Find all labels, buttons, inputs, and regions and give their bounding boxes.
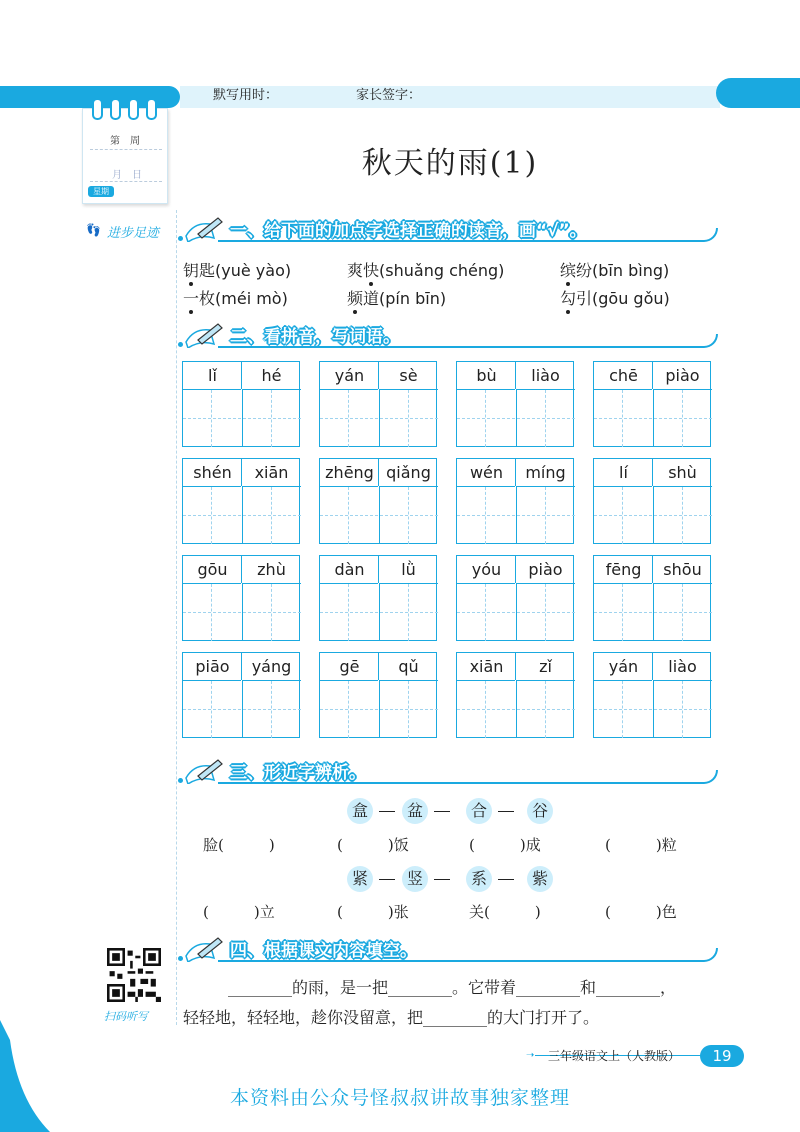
writing-box[interactable]: [183, 583, 241, 641]
calendar-ring-icon: [146, 98, 157, 120]
pinyin-label: shén: [193, 463, 232, 482]
word-cell[interactable]: [182, 555, 300, 641]
writing-box[interactable]: [457, 583, 515, 641]
word-cell[interactable]: [182, 361, 300, 447]
writing-box[interactable]: [653, 680, 712, 738]
writing-box[interactable]: [320, 389, 378, 447]
pinyin-label: qiǎng: [386, 463, 431, 482]
pinyin-label: xiān: [254, 463, 289, 482]
writing-box[interactable]: [457, 389, 515, 447]
dash: [498, 879, 514, 880]
section-dot: [178, 778, 183, 783]
option-item: 爽快(shuǎng chéng): [347, 261, 505, 280]
writing-box[interactable]: [320, 583, 378, 641]
writing-box[interactable]: [457, 680, 515, 738]
writing-box[interactable]: [653, 583, 712, 641]
pinyin-label: shōu: [663, 560, 702, 579]
word-cell[interactable]: [456, 361, 574, 447]
dash: [379, 879, 395, 880]
parent-sign-label: 家长签字：: [356, 88, 422, 103]
blank-item[interactable]: ( )饭: [337, 836, 409, 854]
pinyin-label: lǜ: [401, 560, 416, 579]
pinyin-label: míng: [525, 463, 566, 482]
pinyin-label: lí: [619, 463, 628, 482]
pinyin-label: zhù: [257, 560, 286, 579]
book-label: 三年级语文上（人教版）: [548, 1049, 681, 1063]
word-cell[interactable]: [593, 361, 711, 447]
blank-item[interactable]: ( )立: [203, 903, 275, 921]
writing-box[interactable]: [183, 389, 241, 447]
section2-title: 二、看拼音，写词语。: [230, 327, 400, 347]
section3-header: [182, 758, 722, 784]
section-dot: [178, 236, 183, 241]
writing-box[interactable]: [183, 680, 241, 738]
qr-code-icon[interactable]: [107, 948, 161, 1002]
section4-title: 四、根据课文内容填空。: [230, 941, 417, 961]
section2-header: [182, 322, 722, 348]
calendar-ring-icon: [92, 98, 103, 120]
corner-decoration: [0, 1020, 50, 1132]
page-number: 19: [700, 1045, 744, 1067]
option-item: 钥匙(yuè yào): [183, 261, 292, 280]
calendar-week-label: 第 周: [110, 136, 140, 147]
pinyin-label: sè: [399, 366, 418, 385]
word-cell[interactable]: [182, 652, 300, 738]
pinyin-label: piào: [665, 366, 700, 385]
pinyin-label: piào: [528, 560, 563, 579]
dash: [379, 811, 395, 812]
fill-in-line-2[interactable]: 轻轻地，轻轻地，趁你没留意，把________的大门打开了。: [183, 1008, 600, 1027]
pinyin-label: chē: [609, 366, 638, 385]
arrow-icon: ➝: [526, 1050, 535, 1061]
char-chip: 盆: [402, 798, 428, 824]
writing-box[interactable]: [320, 680, 378, 738]
pinyin-label: shù: [668, 463, 697, 482]
section4-header: [182, 936, 722, 962]
pinyin-label: yáng: [251, 657, 292, 676]
word-cell[interactable]: [593, 555, 711, 641]
pinyin-label: bù: [476, 366, 497, 385]
section-dot: [178, 956, 183, 961]
writing-box[interactable]: [594, 583, 652, 641]
fill-in-line-1[interactable]: ________的雨，是一把________。它带着________和________，: [228, 978, 677, 997]
writing-box[interactable]: [379, 486, 438, 544]
pinyin-label: wén: [469, 463, 504, 482]
pinyin-label: liào: [531, 366, 560, 385]
dash: [434, 879, 450, 880]
word-cell[interactable]: [319, 555, 437, 641]
word-cell[interactable]: [182, 458, 300, 544]
char-chip: 紫: [527, 866, 553, 892]
pinyin-label: xiān: [469, 657, 504, 676]
progress-label: 进步足迹: [107, 226, 160, 241]
qr-caption: 扫码听写: [104, 1010, 148, 1023]
char-chip: 紧: [347, 866, 373, 892]
char-chip: 盒: [347, 798, 373, 824]
word-cell[interactable]: [456, 652, 574, 738]
blank-item[interactable]: ( )粒: [605, 836, 677, 854]
pinyin-label: liào: [668, 657, 697, 676]
blank-item[interactable]: 脸( ): [203, 836, 275, 854]
blank-item[interactable]: ( )张: [337, 903, 409, 921]
pinyin-label: gē: [339, 657, 360, 676]
word-cell[interactable]: [456, 458, 574, 544]
page-title: 秋天的雨(1): [361, 146, 539, 181]
pinyin-label: hé: [261, 366, 282, 385]
weekday-badge: 星期: [88, 186, 114, 197]
writing-box[interactable]: [516, 680, 575, 738]
section-dot: [178, 342, 183, 347]
writing-box[interactable]: [320, 486, 378, 544]
dash: [498, 811, 514, 812]
calendar-date-label: 月 日: [112, 170, 142, 181]
credit-text: 本资料由公众号怪叔叔讲故事独家整理: [229, 1087, 570, 1109]
writing-box[interactable]: [242, 389, 301, 447]
char-chip: 竖: [402, 866, 428, 892]
writing-box[interactable]: [516, 389, 575, 447]
word-cell[interactable]: [319, 361, 437, 447]
writing-box[interactable]: [379, 680, 438, 738]
calendar-ring-icon: [128, 98, 139, 120]
calendar-ring-icon: [110, 98, 121, 120]
option-item: 频道(pín bīn): [347, 289, 447, 308]
pinyin-label: piāo: [195, 657, 230, 676]
word-cell[interactable]: [456, 555, 574, 641]
option-item: 一枚(méi mò): [183, 289, 288, 308]
option-item: 勾引(gōu gǒu): [560, 289, 670, 308]
blank-item[interactable]: ( )成: [469, 836, 541, 854]
writing-box[interactable]: [594, 680, 652, 738]
dash: [434, 811, 450, 812]
writing-box[interactable]: [457, 486, 515, 544]
writing-box[interactable]: [594, 486, 652, 544]
writing-box[interactable]: [379, 583, 438, 641]
writing-box[interactable]: [183, 486, 241, 544]
writing-box[interactable]: [516, 486, 575, 544]
pinyin-label: fēng: [605, 560, 642, 579]
char-chip: 合: [466, 798, 492, 824]
pinyin-label: dàn: [334, 560, 365, 579]
word-cell[interactable]: [319, 458, 437, 544]
pinyin-label: qǔ: [398, 657, 419, 676]
word-cell[interactable]: [593, 458, 711, 544]
section3-title: 三、形近字辨析。: [230, 763, 366, 783]
section1-title: 一、给下面的加点字选择正确的读音，画“√”。: [230, 221, 587, 241]
blank-item[interactable]: ( )色: [605, 903, 677, 921]
pinyin-label: lǐ: [208, 366, 217, 385]
dictation-time-label: 默写用时：: [213, 88, 279, 103]
writing-box[interactable]: [653, 486, 712, 544]
word-cell[interactable]: [593, 652, 711, 738]
writing-box[interactable]: [242, 583, 301, 641]
option-item: 缤纷(bīn bìng): [560, 261, 670, 280]
pinyin-label: yán: [334, 366, 365, 385]
writing-box[interactable]: [516, 583, 575, 641]
char-chip: 系: [466, 866, 492, 892]
writing-box[interactable]: [242, 486, 301, 544]
footprint-icon: 👣: [86, 223, 101, 237]
margin-line: [176, 210, 177, 1025]
word-cell[interactable]: [319, 652, 437, 738]
writing-box[interactable]: [653, 389, 712, 447]
blank-item[interactable]: 关( ): [469, 903, 541, 921]
pinyin-label: yóu: [471, 560, 502, 579]
pinyin-label: gōu: [197, 560, 228, 579]
writing-box[interactable]: [379, 389, 438, 447]
pinyin-label: yán: [608, 657, 639, 676]
section1-header: [182, 216, 722, 242]
pinyin-label: zǐ: [539, 657, 552, 676]
top-bar-right: [716, 78, 800, 108]
writing-box[interactable]: [594, 389, 652, 447]
char-chip: 谷: [527, 798, 553, 824]
pinyin-label: zhēng: [325, 463, 374, 482]
writing-box[interactable]: [242, 680, 301, 738]
